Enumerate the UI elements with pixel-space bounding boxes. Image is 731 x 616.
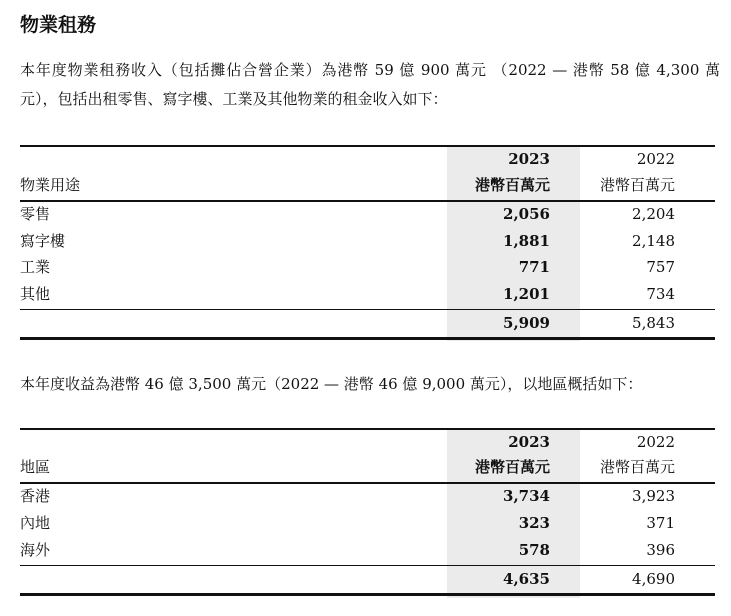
header-unit-2022: 港幣百萬元 [599, 176, 675, 194]
table-row [20, 281, 715, 307]
header-year-2023: 2023 [508, 150, 550, 168]
row-label: 內地 [20, 514, 51, 532]
value-2023: 1,881 [503, 232, 550, 250]
value-2023: 1,201 [503, 285, 550, 303]
header-year-2022: 2022 [636, 433, 675, 451]
header-year-2023: 2023 [508, 433, 550, 451]
value-2022: 371 [646, 514, 675, 532]
header-year-2022: 2022 [636, 150, 675, 168]
rental-income-paragraph: 本年度物業租務收入（包括攤佔合營企業）為港幣 59 億 900 萬元 （2022 — 港幣 58 億 4,300 萬元），包括出租零售、寫字樓、工業及其他物業的租金收入如下： [20, 61, 720, 108]
value-2022: 396 [646, 541, 675, 559]
table-bottom-rule [20, 337, 715, 340]
value-2023: 3,734 [503, 487, 550, 505]
value-2023: 323 [518, 514, 550, 532]
table-row [20, 537, 715, 563]
value-2023: 578 [518, 541, 550, 559]
rental-income-table [20, 145, 715, 341]
total-2023: 4,635 [503, 570, 550, 588]
total-row [20, 310, 715, 336]
row-label: 海外 [20, 541, 51, 559]
table-bottom-rule [20, 593, 715, 596]
column-label: 地區 [20, 458, 51, 476]
revenue-by-region-table [20, 428, 715, 598]
table-row [20, 510, 715, 536]
value-2022: 757 [646, 258, 675, 276]
value-2022: 734 [646, 285, 675, 303]
section-title: 物業租務 [20, 14, 97, 36]
total-2023: 5,909 [503, 314, 550, 332]
header-unit-2023: 港幣百萬元 [474, 176, 550, 194]
row-label: 其他 [20, 285, 51, 303]
row-label: 工業 [20, 258, 51, 276]
total-row [20, 566, 715, 592]
column-label: 物業用途 [20, 176, 81, 194]
value-2022: 2,148 [632, 232, 675, 250]
total-2022: 5,843 [632, 314, 675, 332]
table-row [20, 228, 715, 254]
total-2022: 4,690 [632, 570, 675, 588]
table-row [20, 201, 715, 227]
header-unit-2022: 港幣百萬元 [599, 458, 675, 476]
table-row [20, 483, 715, 509]
header-unit-2023: 港幣百萬元 [474, 458, 550, 476]
value-2022: 3,923 [632, 487, 675, 505]
row-label: 香港 [20, 487, 51, 505]
row-label: 零售 [20, 205, 51, 223]
value-2023: 2,056 [503, 205, 550, 223]
table-row [20, 254, 715, 280]
revenue-paragraph: 本年度收益為港幣 46 億 3,500 萬元（2022 — 港幣 46 億 9,000 萬元），以地區概括如下： [20, 375, 643, 393]
value-2022: 2,204 [632, 205, 675, 223]
row-label: 寫字樓 [20, 232, 66, 250]
value-2023: 771 [518, 258, 550, 276]
